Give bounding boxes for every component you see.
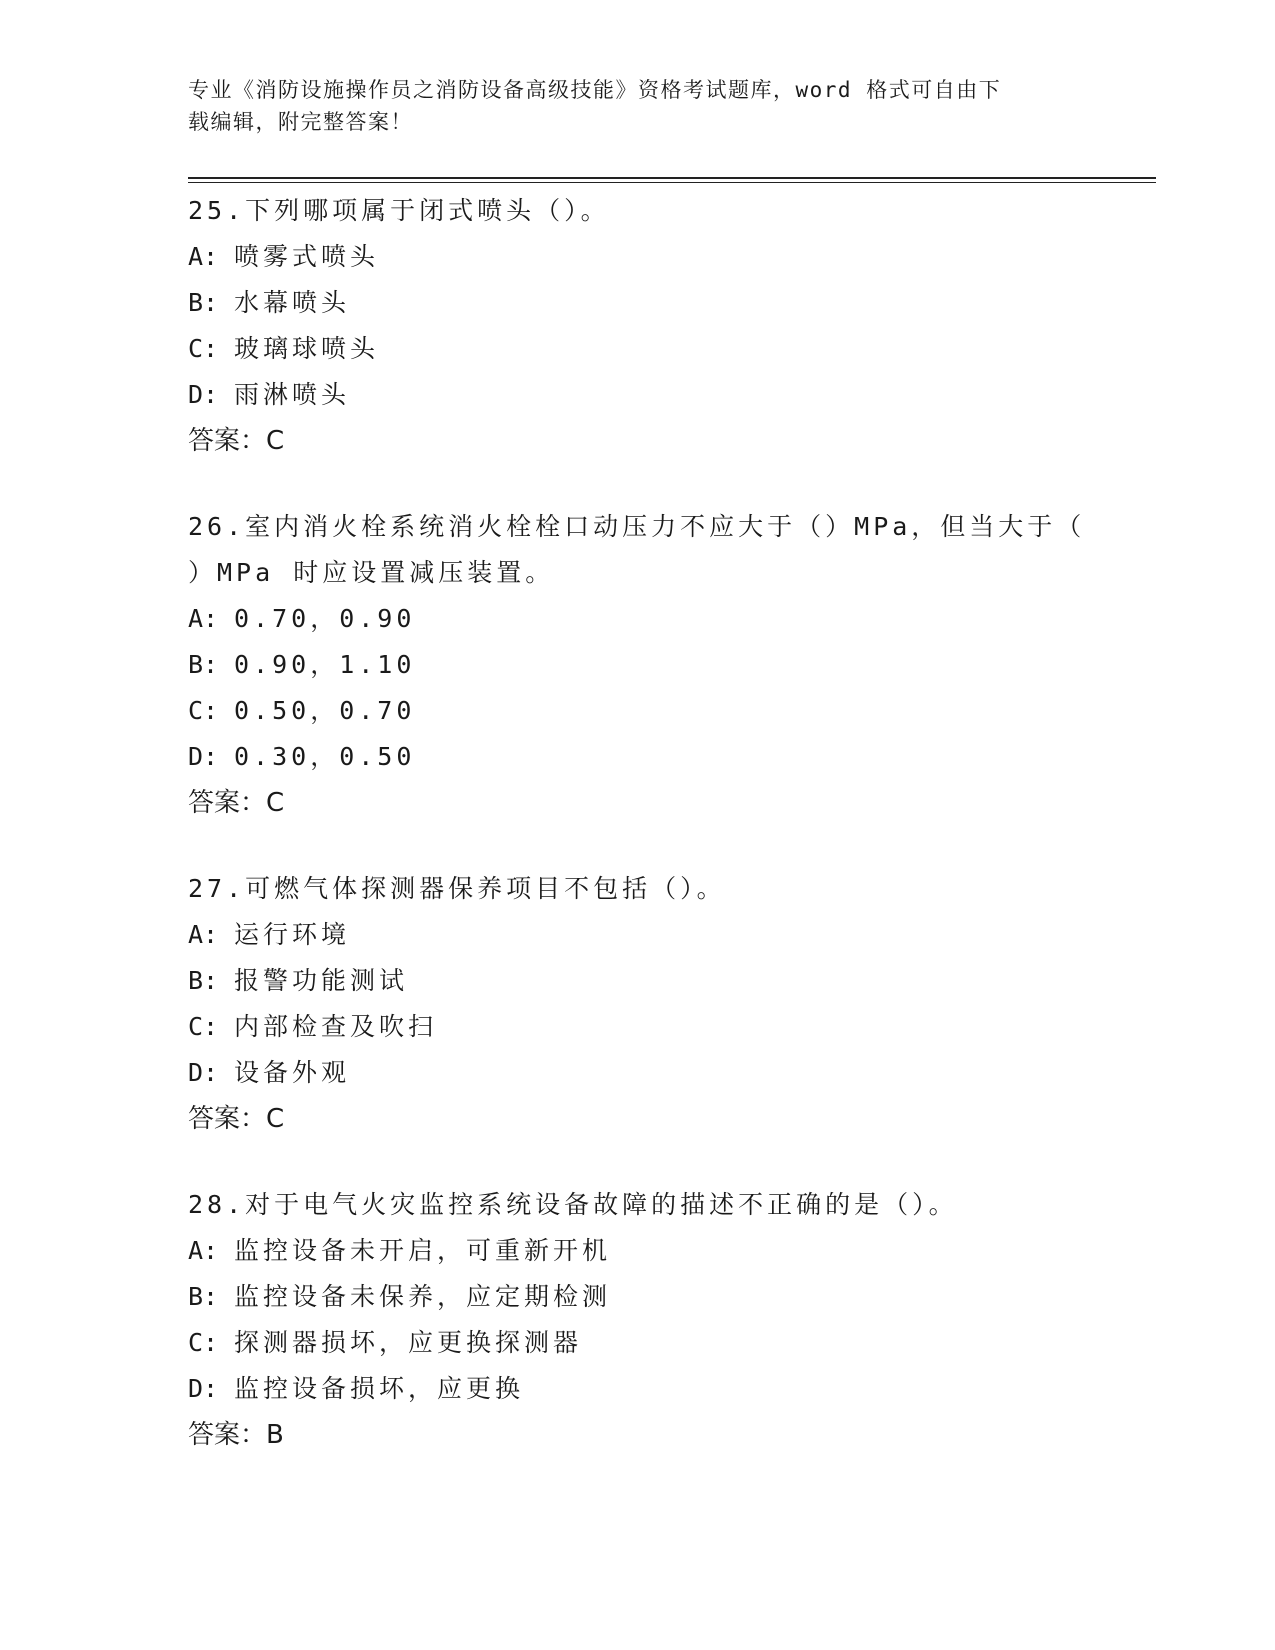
option-letter: B: <box>188 288 219 317</box>
option-text: 雨淋喷头 <box>234 380 351 409</box>
answer-option <box>188 688 1148 734</box>
answer-key: 答案：C <box>188 788 285 818</box>
option-text: 0.50，0.70 <box>234 696 416 725</box>
option-letter: C: <box>188 1328 219 1357</box>
option-text: 探测器损坏，应更换探测器 <box>234 1328 583 1357</box>
question-stem: 28.对于电气火灾监控系统设备故障的描述不正确的是（）。 <box>188 1190 958 1219</box>
answer-option <box>188 596 1148 642</box>
answer-key: 答案：C <box>188 426 285 456</box>
question-block <box>188 1182 1148 1458</box>
option-letter: A: <box>188 242 219 271</box>
option-letter: B: <box>188 650 219 679</box>
option-text: 设备外观 <box>234 1058 351 1087</box>
answer-option <box>188 1274 1148 1320</box>
option-text: 0.30，0.50 <box>234 742 416 771</box>
header-divider <box>188 177 1156 183</box>
intro-line-1: 专业《消防设施操作员之消防设备高级技能》资格考试题库，word 格式可自由下 <box>188 78 1002 102</box>
option-letter: A: <box>188 1236 219 1265</box>
option-letter: C: <box>188 1012 219 1041</box>
question-block <box>188 866 1148 1142</box>
answer-option <box>188 1320 1148 1366</box>
option-letter: D: <box>188 1374 219 1403</box>
option-text: 报警功能测试 <box>234 966 409 995</box>
answer-option <box>188 1366 1148 1412</box>
answer-key: 答案：C <box>188 1104 285 1134</box>
answer-option <box>188 372 1148 418</box>
document-intro <box>188 74 1088 138</box>
question-stem: 27.可燃气体探测器保养项目不包括（）。 <box>188 874 726 903</box>
answer-option <box>188 1050 1148 1096</box>
option-letter: C: <box>188 696 219 725</box>
question-list <box>188 188 1148 1498</box>
option-letter: D: <box>188 742 219 771</box>
option-letter: B: <box>188 1282 219 1311</box>
question-stem: 25.下列哪项属于闭式喷头（）。 <box>188 196 610 225</box>
answer-option <box>188 642 1148 688</box>
option-text: 监控设备未开启，可重新开机 <box>234 1236 612 1265</box>
option-text: 0.90，1.10 <box>234 650 416 679</box>
option-letter: D: <box>188 1058 219 1087</box>
question-stem: 26.室内消火栓系统消火栓栓口动压力不应大于（）MPa，但当大于（ <box>188 512 1086 541</box>
option-text: 监控设备未保养，应定期检测 <box>234 1282 612 1311</box>
question-stem: ）MPa 时应设置减压装置。 <box>188 558 555 587</box>
option-text: 0.70，0.90 <box>234 604 416 633</box>
option-text: 运行环境 <box>234 920 351 949</box>
answer-key: 答案：B <box>188 1420 284 1450</box>
option-letter: D: <box>188 380 219 409</box>
answer-option <box>188 234 1148 280</box>
option-letter: C: <box>188 334 219 363</box>
question-block <box>188 504 1148 826</box>
option-letter: A: <box>188 920 219 949</box>
answer-option <box>188 958 1148 1004</box>
option-text: 水幕喷头 <box>234 288 351 317</box>
answer-option <box>188 280 1148 326</box>
answer-option <box>188 326 1148 372</box>
question-block <box>188 188 1148 464</box>
option-text: 玻璃球喷头 <box>234 334 380 363</box>
option-letter: B: <box>188 966 219 995</box>
option-text: 喷雾式喷头 <box>234 242 380 271</box>
intro-line-2: 载编辑，附完整答案！ <box>188 110 413 134</box>
option-text: 监控设备损坏，应更换 <box>234 1374 525 1403</box>
option-text: 内部检查及吹扫 <box>234 1012 438 1041</box>
answer-option <box>188 912 1148 958</box>
answer-option <box>188 1228 1148 1274</box>
option-letter: A: <box>188 604 219 633</box>
answer-option <box>188 1004 1148 1050</box>
answer-option <box>188 734 1148 780</box>
